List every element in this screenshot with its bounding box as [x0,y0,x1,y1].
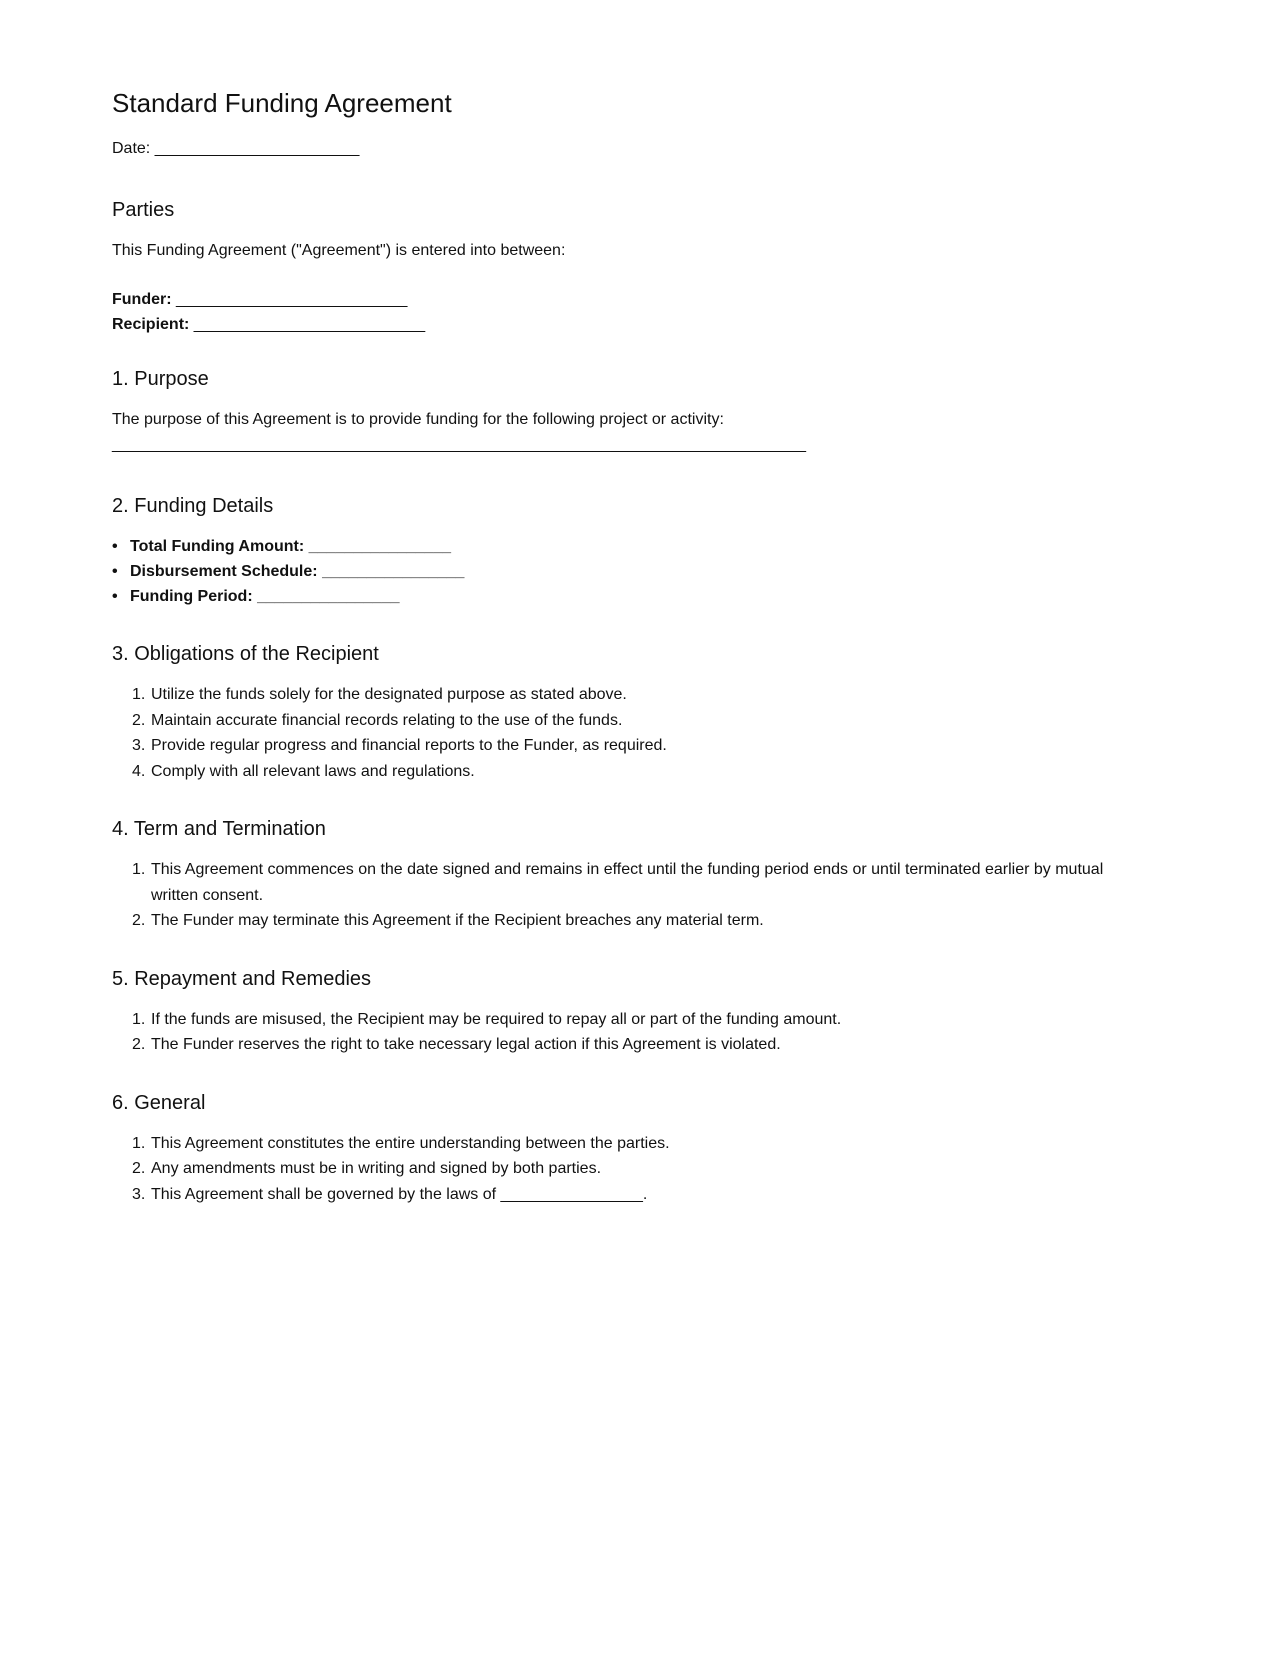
party-block [112,287,1122,337]
funder-label: Funder: [112,291,172,308]
list-number: 1. [132,1010,146,1028]
list-item-text: Comply with all relevant laws and regulations. [151,762,475,780]
term-heading: 4. Term and Termination [112,818,326,840]
funding-details-heading: 2. Funding Details [112,495,274,517]
obligations-heading: 3. Obligations of the Recipient [112,643,379,665]
general-heading: 6. General [112,1091,206,1114]
list-item [132,857,1122,908]
parties-heading: Parties [112,199,175,221]
term-list [112,857,1122,934]
list-item-text: This Agreement shall be governed by the laws of ________________. [151,1185,648,1203]
list-item [132,1182,1122,1208]
list-number: 1. [132,686,146,703]
date-blank: _______________________ [154,140,360,157]
bullet-icon: • [112,538,118,555]
list-item [132,733,1122,759]
recipient-label: Recipient: [112,316,190,333]
list-item [132,1007,1122,1033]
funder-line [112,287,1122,312]
detail-blank: ________________ [257,588,400,605]
list-item-text: The Funder reserves the right to take necessary legal action if this Agreement is violated. [151,1036,781,1053]
bullet-icon: • [112,588,118,605]
funding-details-list [112,534,1122,609]
detail-blank: ________________ [308,538,451,555]
list-item [132,908,1122,934]
list-item [132,1156,1122,1182]
list-item-text: Provide regular progress and financial reports to the Funder, as required. [151,737,667,754]
purpose-text: The purpose of this Agreement is to provide funding for the following project or activity: [112,411,724,428]
bullet-icon: • [112,563,118,580]
list-number: 1. [132,861,146,878]
list-item-text: The Funder may terminate this Agreement if the Recipient breaches any material term. [151,912,764,929]
recipient-blank: __________________________ [193,316,426,333]
list-number: 3. [132,1185,146,1203]
obligations-list [112,682,1122,784]
list-item-text: This Agreement commences on the date signed and remains in effect until the funding period ends or until terminated earlier by mutual written consent. [151,861,1104,904]
list-item [132,708,1122,734]
list-item [112,534,1122,559]
list-item [132,1032,1122,1058]
list-item-text: If the funds are misused, the Recipient may be required to repay all or part of the funding amount. [151,1010,842,1028]
document-title: Standard Funding Agreement [112,88,452,118]
recipient-line [112,312,1122,337]
list-number: 3. [132,737,146,754]
list-item-text: Utilize the funds solely for the designated purpose as stated above. [151,686,627,703]
list-number: 2. [132,1036,146,1053]
date-line [112,136,1122,161]
document-page [112,88,1122,1240]
detail-label: Total Funding Amount: [130,538,305,555]
list-item [132,1131,1122,1157]
list-item-text: This Agreement constitutes the entire understanding between the parties. [151,1134,670,1152]
repayment-list [112,1007,1122,1058]
list-item-text: Any amendments must be in writing and signed by both parties. [151,1160,602,1177]
repayment-heading: 5. Repayment and Remedies [112,967,372,990]
list-item [132,759,1122,785]
list-item [132,682,1122,708]
list-item-text: Maintain accurate financial records relating to the use of the funds. [151,711,623,729]
list-number: 2. [132,912,146,929]
purpose-blank: ______________________________________________________________________________ [112,436,807,453]
funder-blank: __________________________ [176,291,408,308]
list-item [112,584,1122,609]
date-label: Date: [112,140,151,157]
detail-label: Disbursement Schedule: [130,563,318,580]
list-number: 1. [132,1134,146,1152]
list-number: 2. [132,1160,146,1177]
parties-intro: This Funding Agreement ("Agreement") is entered into between: [112,242,566,259]
purpose-heading: 1. Purpose [112,368,209,390]
list-number: 4. [132,762,146,780]
detail-blank: ________________ [322,563,465,580]
list-item [112,559,1122,584]
detail-label: Funding Period: [130,588,253,605]
list-number: 2. [132,711,146,729]
general-list [112,1131,1122,1208]
